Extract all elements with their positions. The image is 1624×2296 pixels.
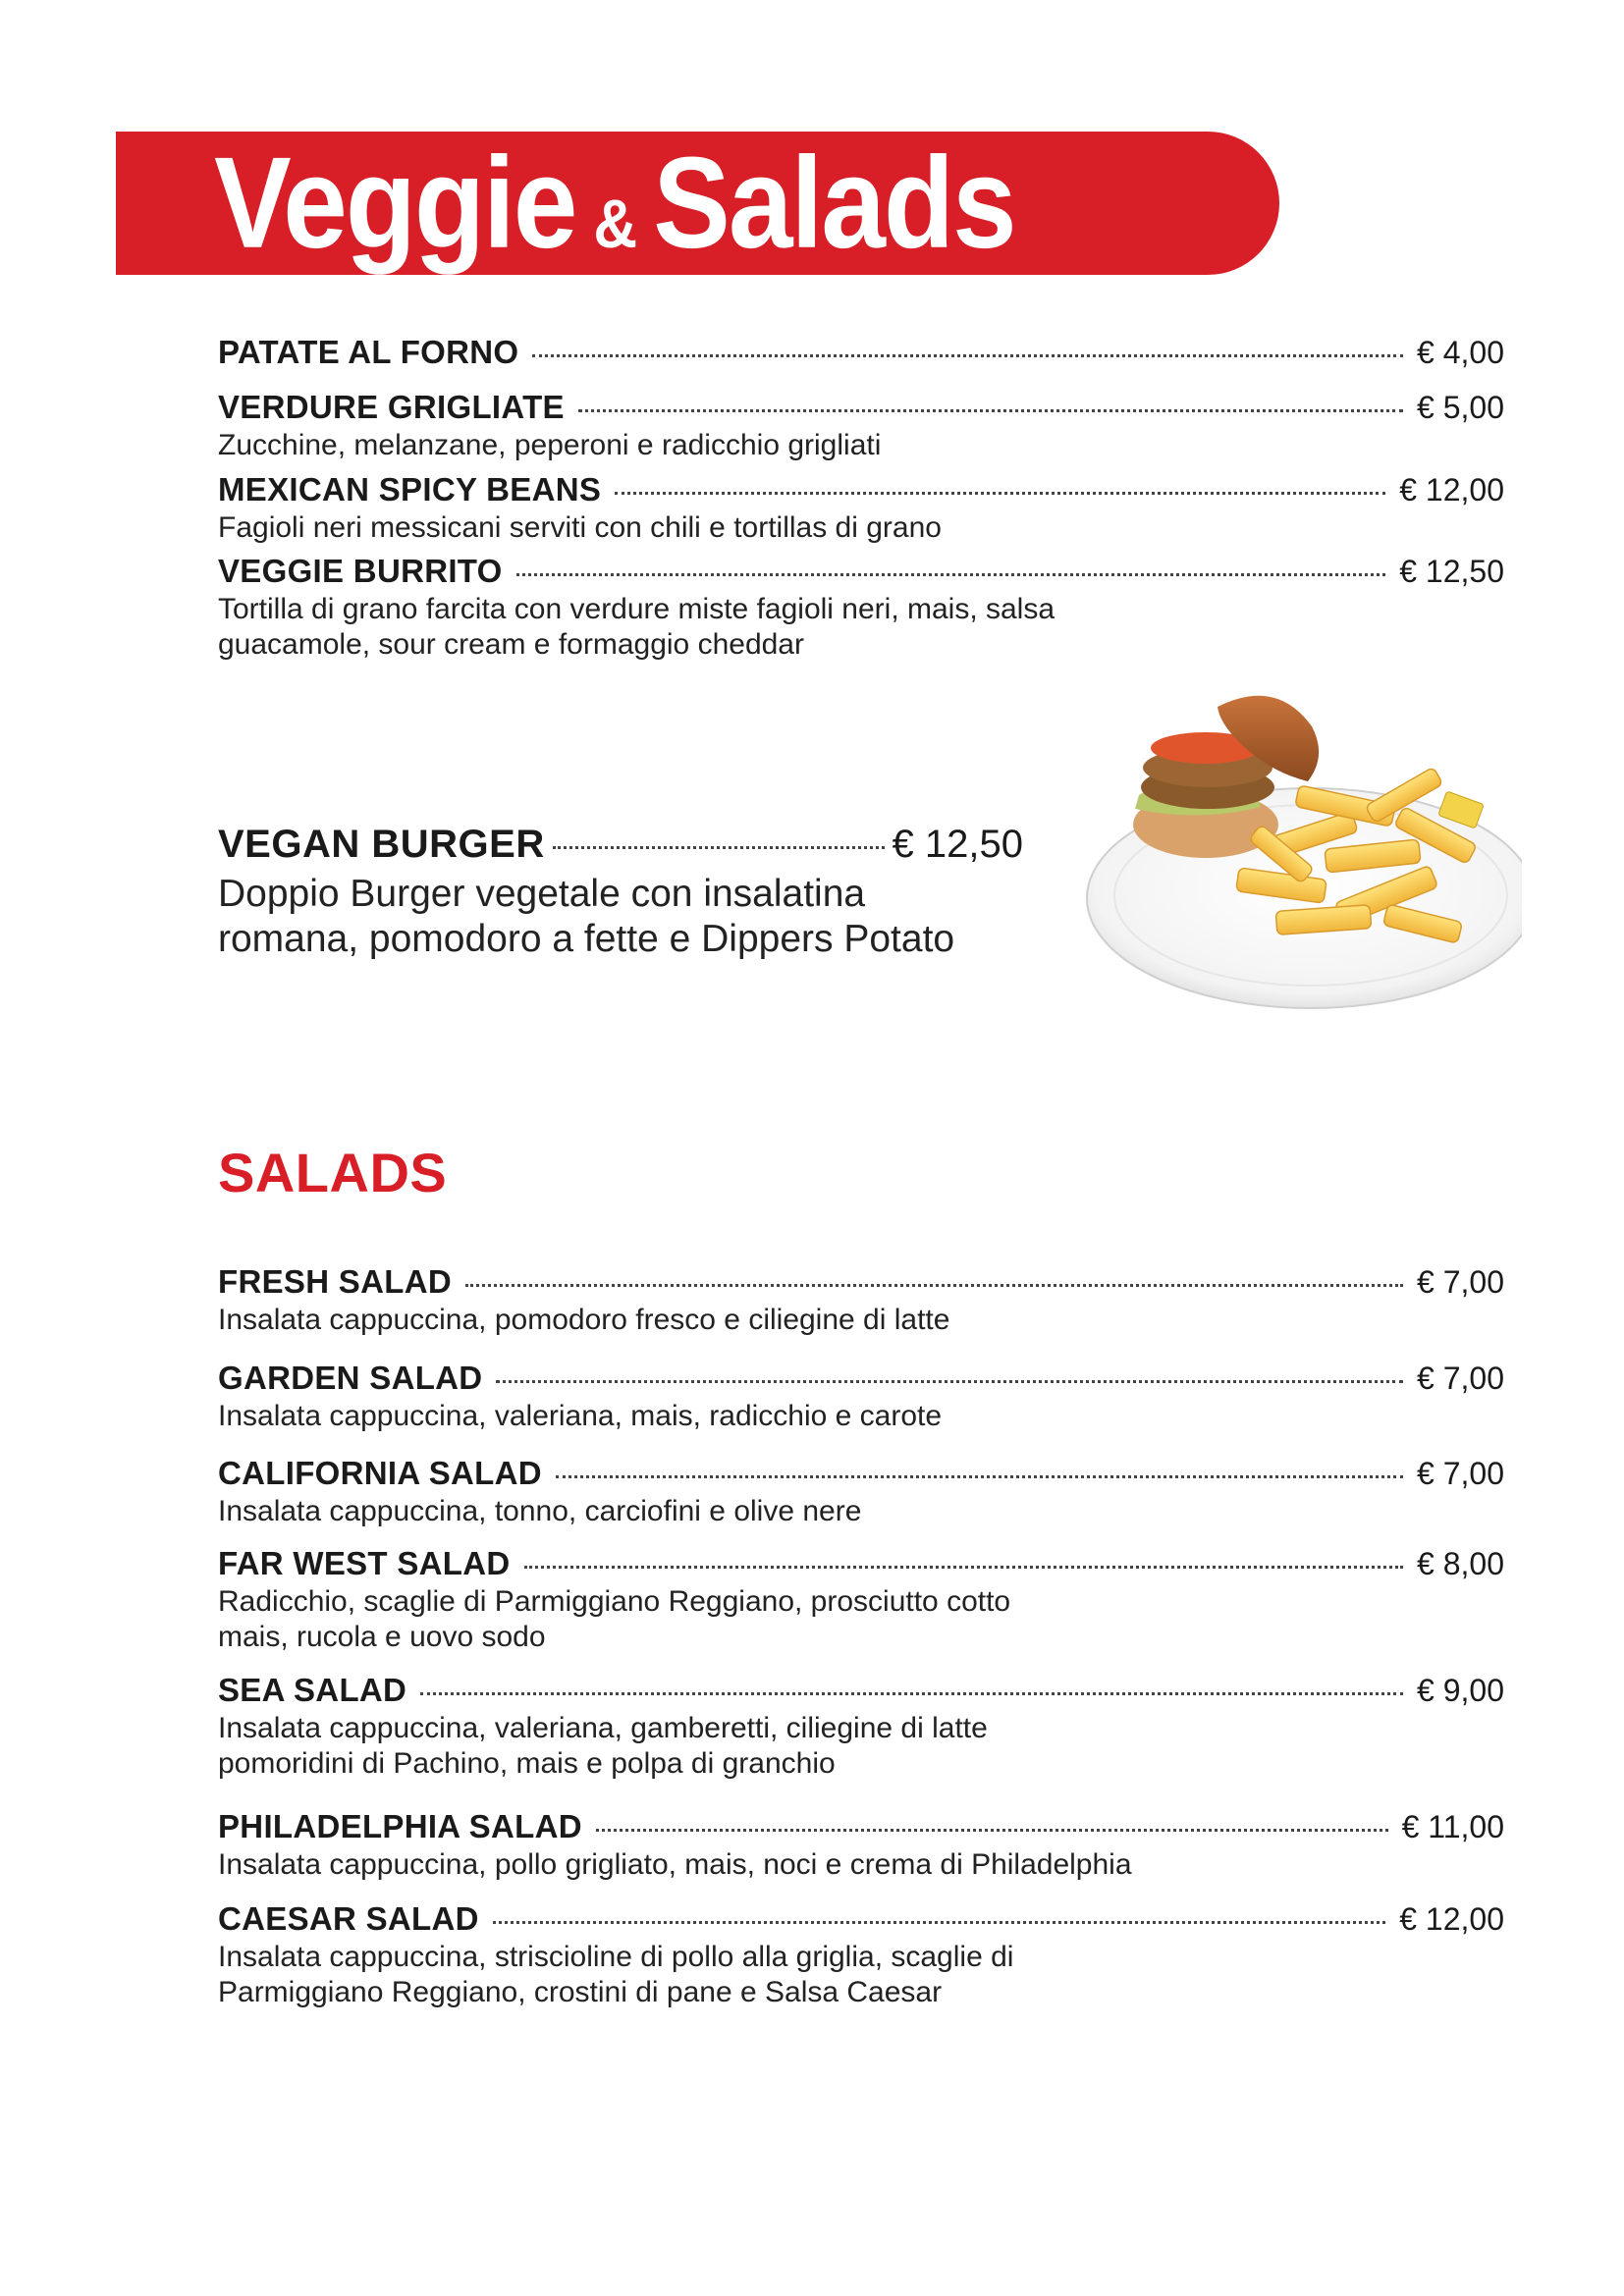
leader-dots xyxy=(493,1921,1385,1924)
item-description: Insalata cappuccina, pomodoro fresco e ciliegine di latte xyxy=(218,1304,950,1336)
item-description: romana, pomodoro a fette e Dippers Potato xyxy=(218,918,955,960)
menu-item-fresh-salad xyxy=(218,1263,1504,1338)
item-price: € 7,00 xyxy=(1417,1361,1504,1396)
item-price: € 5,00 xyxy=(1417,390,1504,425)
menu-item-patate xyxy=(218,334,1504,373)
item-price: € 12,50 xyxy=(892,823,1023,866)
title-salads: Salads xyxy=(653,131,1015,276)
item-name: SEA SALAD xyxy=(218,1672,407,1708)
item-name: FAR WEST SALAD xyxy=(218,1545,511,1581)
item-description: Insalata cappuccina, striscioline di pollo alla griglia, scaglie di xyxy=(218,1941,1014,1973)
section-title-salads: SALADS xyxy=(218,1142,448,1203)
item-price: € 8,00 xyxy=(1417,1546,1504,1581)
leader-dots xyxy=(524,1566,1404,1569)
leader-dots xyxy=(556,1475,1403,1478)
item-description: Zucchine, melanzane, peperoni e radicchio grigliati xyxy=(218,429,882,461)
item-description: guacamole, sour cream e formaggio cheddar xyxy=(218,628,804,661)
item-name: CAESAR SALAD xyxy=(218,1900,479,1937)
burger-and-fries-image xyxy=(1070,677,1522,1011)
item-price: € 7,00 xyxy=(1417,1264,1504,1300)
item-description: Insalata cappuccina, tonno, carciofini e olive nere xyxy=(218,1495,862,1527)
menu-item-verdure xyxy=(218,389,1504,463)
page-title xyxy=(214,132,1015,275)
menu-item-caesar-salad xyxy=(218,1900,1504,2010)
item-description: Insalata cappuccina, valeriana, mais, radicchio e carote xyxy=(218,1400,943,1432)
item-price: € 11,00 xyxy=(1401,1809,1504,1844)
item-name: MEXICAN SPICY BEANS xyxy=(218,471,602,507)
item-description: Insalata cappuccina, valeriana, gamberetti, ciliegine di latte xyxy=(218,1712,988,1744)
item-description: Parmiggiano Reggiano, crostini di pane e Salsa Caesar xyxy=(218,1976,943,2008)
leader-dots xyxy=(516,573,1386,576)
item-name: VEGAN BURGER xyxy=(218,823,545,866)
item-name: VERDURE GRIGLIATE xyxy=(218,389,565,425)
title-ampersand: & xyxy=(593,187,636,263)
menu-item-sea-salad xyxy=(218,1672,1504,1782)
item-name: GARDEN SALAD xyxy=(218,1360,483,1396)
menu-item-vegan-burger xyxy=(218,823,1023,962)
leader-dots xyxy=(465,1284,1403,1287)
title-veggie: Veggie xyxy=(214,131,576,276)
item-price: € 4,00 xyxy=(1417,335,1504,370)
item-price: € 9,00 xyxy=(1417,1673,1504,1708)
menu-item-philadelphia-salad xyxy=(218,1808,1504,1883)
leader-dots xyxy=(532,354,1403,357)
item-price: € 12,00 xyxy=(1399,1901,1504,1937)
item-description: mais, rucola e uovo sodo xyxy=(218,1621,546,1653)
menu-item-mexican-beans xyxy=(218,471,1504,546)
header-banner xyxy=(116,132,1279,275)
leader-dots xyxy=(553,846,885,849)
item-description: Insalata cappuccina, pollo grigliato, mais, noci e crema di Philadelphia xyxy=(218,1848,1132,1881)
item-description: Radicchio, scaglie di Parmiggiano Reggiano, prosciutto cotto xyxy=(218,1585,1011,1618)
leader-dots xyxy=(578,409,1403,412)
item-price: € 12,00 xyxy=(1399,472,1504,507)
leader-dots xyxy=(496,1380,1403,1383)
item-name: PATATE AL FORNO xyxy=(218,334,519,370)
item-price: € 12,50 xyxy=(1399,554,1504,589)
item-name: FRESH SALAD xyxy=(218,1263,452,1300)
item-name: VEGGIE BURRITO xyxy=(218,553,503,589)
item-price: € 7,00 xyxy=(1417,1456,1504,1491)
item-description: Tortilla di grano farcita con verdure miste fagioli neri, mais, salsa xyxy=(218,593,1056,625)
item-description: Doppio Burger vegetale con insalatina xyxy=(218,873,866,915)
item-name: CALIFORNIA SALAD xyxy=(218,1455,542,1491)
menu-item-far-west-salad xyxy=(218,1545,1504,1655)
menu-item-california-salad xyxy=(218,1455,1504,1529)
menu-item-veggie-burrito xyxy=(218,553,1504,663)
leader-dots xyxy=(615,492,1385,495)
item-name: PHILADELPHIA SALAD xyxy=(218,1808,582,1844)
leader-dots xyxy=(420,1692,1403,1695)
leader-dots xyxy=(596,1829,1388,1832)
item-description: Fagioli neri messicani serviti con chili e tortillas di grano xyxy=(218,511,942,544)
item-description: pomoridini di Pachino, mais e polpa di granchio xyxy=(218,1747,836,1780)
menu-item-garden-salad xyxy=(218,1360,1504,1434)
